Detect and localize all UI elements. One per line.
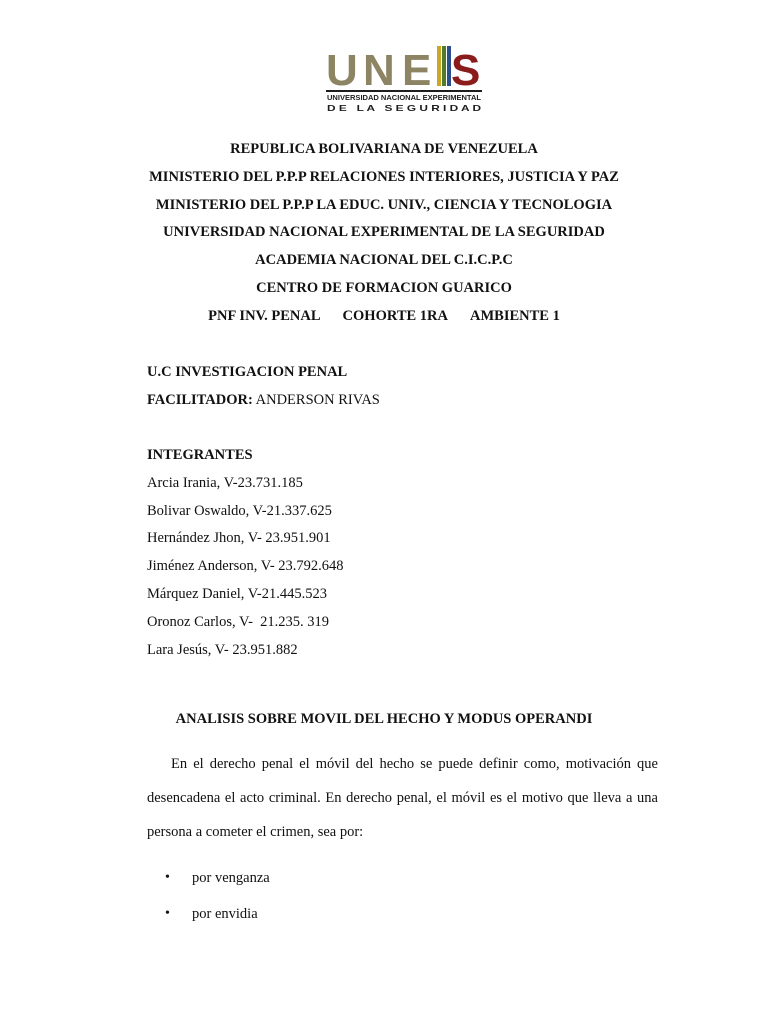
course-info [147,358,667,414]
member-item: Bolivar Oswaldo, V-21.337.625 [147,502,332,519]
analysis-title: ANALISIS SOBRE MOVIL DEL HECHO Y MODUS OPERANDI [175,711,593,727]
list-item [165,896,645,932]
unes-logo [326,44,482,118]
logo-stripe-yellow [437,46,441,86]
member-item: Arcia Irania, V-23.731.185 [147,474,303,491]
member-item: Lara Jesús, V- 23.951.882 [147,641,298,658]
facilitator-name: ANDERSON RIVAS [255,392,380,408]
header-line-university: UNIVERSIDAD NACIONAL EXPERIMENTAL DE LA SEGURIDAD [163,224,605,241]
program-line [0,303,768,331]
logo-letter-s: S [451,46,481,95]
course-uc: U.C INVESTIGACION PENAL [147,364,348,380]
header-line-academy: ACADEMIA NACIONAL DEL C.I.C.P.C [255,252,513,269]
member-item: Oronoz Carlos, V- 21.235. 319 [147,613,330,630]
program-ambiente: AMBIENTE 1 [469,307,560,324]
member-item: Márquez Daniel, V-21.445.523 [147,585,328,602]
member-item: Hernández Jhon, V- 23.951.901 [147,530,331,547]
facilitator-row [147,386,667,414]
institution-header [0,136,768,331]
member-item: Jiménez Anderson, V- 23.792.648 [147,558,344,575]
analysis-paragraph: En el derecho penal el móvil del hecho se puede definir como, motivación que desencadena el acto criminal. En derecho penal, el móvil es el motivo que lleva a una persona a cometer el crimen, sea por: [147,756,658,840]
list-item [165,860,645,896]
facilitator-label: FACILITADOR: [147,392,253,408]
logo-subtitle-line2: D E L A S E G U R I D A D [327,104,482,113]
program-pnf: PNF INV. PENAL [208,307,321,324]
header-line-center: CENTRO DE FORMACION GUARICO [256,279,512,296]
bullet-icon: • [165,906,170,921]
bullet-icon: • [165,870,170,885]
header-line-ministry-education: MINISTERIO DEL P.P.P LA EDUC. UNIV., CIENCIA Y TECNOLOGIA [155,196,613,213]
unes-logo-graphic [326,44,482,118]
logo-stripe-green [442,46,446,86]
header-line-republic: REPUBLICA BOLIVARIANA DE VENEZUELA [230,141,538,157]
logo-letter-n: N [363,46,395,95]
list-item-text: por envidia [192,906,258,922]
logo-letter-e: E [402,46,432,95]
logo-subtitle-line1: UNIVERSIDAD NACIONAL EXPERIMENTAL [327,93,482,102]
header-line-ministry-interior: MINISTERIO DEL P.P.P RELACIONES INTERIORES, JUSTICIA Y PAZ [149,168,619,185]
motive-list [165,860,645,932]
program-cohorte: COHORTE 1RA [342,307,448,324]
members-title: INTEGRANTES [147,447,253,463]
list-item-text: por venganza [192,870,270,886]
logo-letter-u: U [326,46,358,95]
members-section [147,442,667,664]
